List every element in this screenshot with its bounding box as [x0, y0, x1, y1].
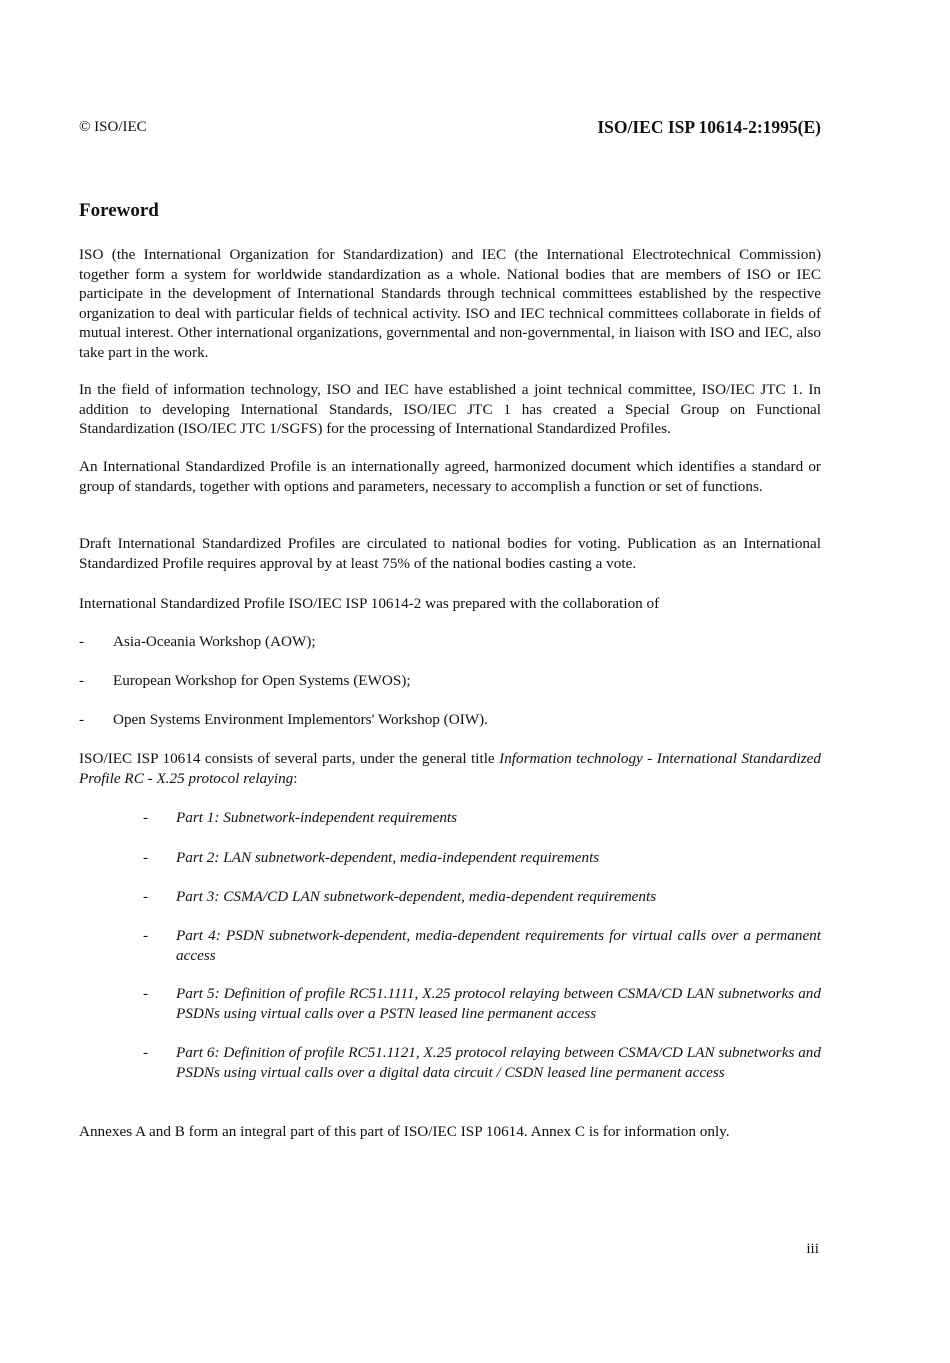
- header-standard-id: ISO/IEC ISP 10614-2:1995(E): [597, 117, 821, 137]
- page-number: iii: [806, 1240, 819, 1257]
- part-text: Part 3: CSMA/CD LAN subnetwork-dependent, media-dependent requirements: [176, 888, 657, 905]
- parts-intro-prefix: ISO/IEC ISP 10614 consists of several parts, under the general title: [79, 750, 500, 767]
- paragraph-draft-voting: Draft International Standardized Profiles are circulated to national bodies for voting. Publication as an International Standardized Profile requires approval by at least 75% of the national bodies casting a vote.: [79, 535, 821, 572]
- parts-general-title: Information technology - International Standardized Profile RC - X.25 protocol relaying: [79, 750, 821, 787]
- list-dash: -: [143, 927, 149, 944]
- header-copyright: © ISO/IEC: [79, 119, 147, 135]
- paragraph-iso-iec: ISO (the International Organization for Standardization) and IEC (the International Electrotechnical Commission) together form a system for worldwide standardization as a whole. National bodies that are members of ISO or IEC participate in the development of International Standards through technical committees established by the respective organization to deal with particular fields of technical activity. ISO and IEC technical committees collaborate in fields of mutual interest. Other international organizations, governmental and non-governmental, in liaison with ISO and IEC, also take part in the work.: [79, 246, 821, 361]
- paragraph-parts-intro: [79, 749, 821, 788]
- part-text: Part 2: LAN subnetwork-dependent, media-independent requirements: [176, 849, 600, 866]
- paragraph-jtc1: In the field of information technology, ISO and IEC have established a joint technical committee, ISO/IEC JTC 1. In addition to developing International Standards, ISO/IEC JTC 1 has created a Special Group on Functional Standardization (ISO/IEC JTC 1/SGFS) for the processing of International Standardized Profiles.: [79, 381, 821, 438]
- list-dash: -: [79, 711, 85, 728]
- part-text: Part 5: Definition of profile RC51.1111, X.25 protocol relaying between CSMA/CD LAN subnetworks and PSDNs using virtual calls over a PSTN leased line permanent access: [176, 985, 821, 1022]
- paragraph-isp-definition: An International Standardized Profile is an internationally agreed, harmonized document which identifies a standard or group of standards, together with options and parameters, necessary to accomplish a function or set of functions.: [79, 458, 821, 495]
- list-dash: -: [79, 633, 85, 650]
- list-dash: -: [143, 849, 149, 866]
- list-dash: -: [143, 888, 149, 905]
- list-dash: -: [143, 1044, 149, 1061]
- part-text: Part 6: Definition of profile RC51.1121, X.25 protocol relaying between CSMA/CD LAN subnetworks and PSDNs using virtual calls over a digital data circuit / CSDN leased line permanent access: [176, 1044, 821, 1081]
- parts-intro-suffix: :: [293, 769, 298, 787]
- list-dash: -: [143, 985, 149, 1002]
- workshop-text: European Workshop for Open Systems (EWOS);: [113, 672, 411, 689]
- paragraph-annexes: Annexes A and B form an integral part of this part of ISO/IEC ISP 10614. Annex C is for information only.: [79, 1123, 730, 1140]
- part-text: Part 4: PSDN subnetwork-dependent, media-dependent requirements for virtual calls over a permanent access: [176, 927, 821, 964]
- page-title: Foreword: [79, 200, 159, 221]
- workshop-text: Open Systems Environment Implementors' Workshop (OIW).: [113, 711, 488, 728]
- part-text: Part 1: Subnetwork-independent requirements: [176, 809, 458, 826]
- list-dash: -: [79, 672, 85, 689]
- workshop-text: Asia-Oceania Workshop (AOW);: [113, 633, 316, 650]
- paragraph-collaboration: International Standardized Profile ISO/IEC ISP 10614-2 was prepared with the collaboration of: [79, 595, 660, 612]
- list-dash: -: [143, 809, 149, 826]
